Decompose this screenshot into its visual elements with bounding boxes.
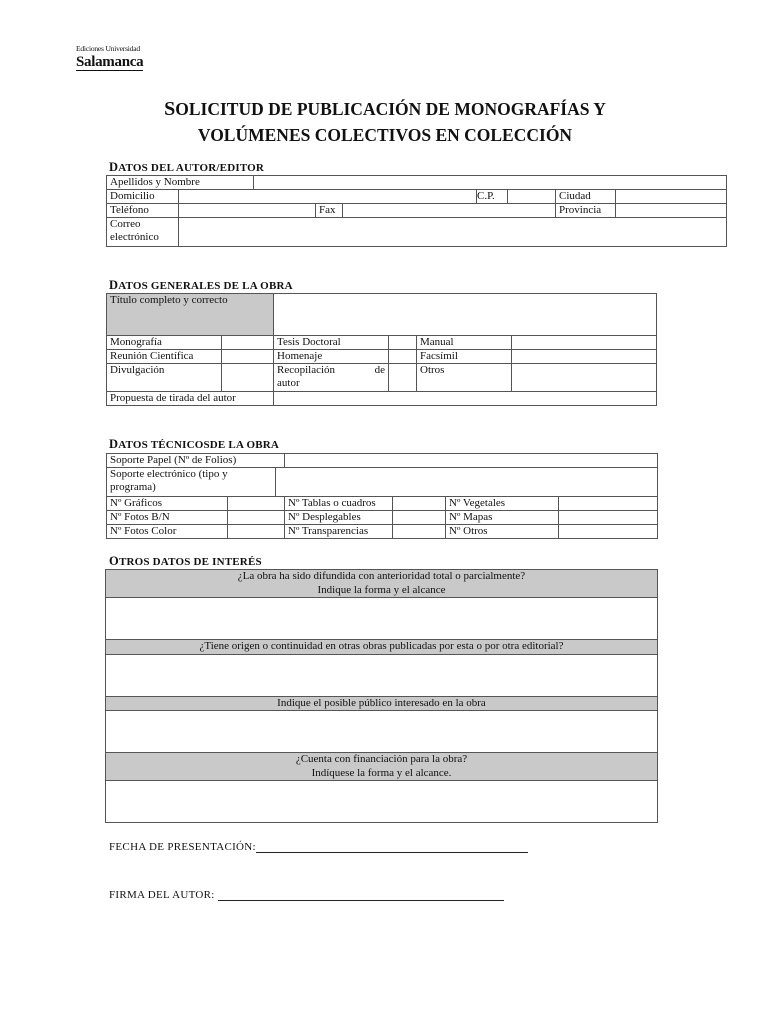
label-mapas: Nº Mapas: [446, 511, 559, 525]
input-tec-otros[interactable]: [559, 525, 658, 539]
label-fotos-bn: Nº Fotos B/N: [107, 511, 228, 525]
label-apellidos: Apellidos y Nombre: [107, 176, 254, 190]
input-tirada[interactable]: [274, 392, 657, 406]
label-divulgacion: Divulgación: [107, 364, 222, 392]
tecnicos-table: [106, 453, 658, 539]
input-correo[interactable]: [179, 218, 727, 247]
heading-initial: D: [109, 278, 119, 292]
logo-main-text: Salamanca: [76, 54, 144, 70]
input-titulo[interactable]: [274, 294, 657, 336]
question-difundida-line1: ¿La obra ha sido difundida con anterioridad total o parcialmente?: [237, 570, 526, 582]
heading-rest: ATOS GENERALES DE LA OBRA: [118, 280, 293, 292]
question-continuidad: ¿Tiene origen o continuidad en otras obras publicadas por esta o por otra editorial?: [106, 640, 658, 655]
label-monografia: Monografía: [107, 336, 222, 350]
label-facsimil: Facsímil: [417, 350, 512, 364]
answer-financiacion[interactable]: [106, 781, 658, 823]
input-graficos[interactable]: [228, 497, 285, 511]
input-fotos-bn[interactable]: [228, 511, 285, 525]
question-financiacion: [106, 753, 658, 781]
label-manual: Manual: [417, 336, 512, 350]
document-title-line2: VOLÚMENES COLECTIVOS EN COLECCIÓN: [197, 125, 573, 145]
label-provincia: Provincia: [556, 204, 616, 218]
question-difundida-line2: Indique la forma y el alcance: [317, 583, 446, 596]
label-fotos-color: Nº Fotos Color: [107, 525, 228, 539]
fecha-presentacion: [109, 840, 528, 853]
label-fecha: FECHA DE PRESENTACIÓN:: [109, 841, 256, 853]
input-fax[interactable]: [343, 204, 556, 218]
input-fotos-color[interactable]: [228, 525, 285, 539]
label-telefono: Teléfono: [107, 204, 179, 218]
obra-table: [106, 293, 657, 406]
check-facsimil[interactable]: [512, 350, 657, 364]
answer-publico[interactable]: [106, 711, 658, 753]
section-heading-autor: [109, 160, 264, 175]
label-titulo: Título completo y correcto: [107, 294, 274, 336]
logo-top-text: Ediciones Universidad: [76, 44, 140, 53]
check-otros[interactable]: [512, 364, 657, 392]
label-transparencias: Nº Transparencias: [285, 525, 393, 539]
label-correo: Correo electrónico: [107, 218, 179, 247]
check-monografia[interactable]: [222, 336, 274, 350]
check-manual[interactable]: [512, 336, 657, 350]
label-tec-otros: Nº Otros: [446, 525, 559, 539]
publisher-logo: [76, 44, 144, 71]
heading-rest: TROS DATOS DE INTERÉS: [118, 556, 262, 568]
input-domicilio[interactable]: [179, 190, 477, 204]
input-desplegables[interactable]: [393, 511, 446, 525]
label-recopilacion-a: Recopilación: [277, 364, 336, 376]
section-heading-obra: [109, 278, 293, 293]
label-otros: Otros: [417, 364, 512, 392]
input-firma[interactable]: [218, 888, 504, 901]
input-electronico[interactable]: [276, 468, 658, 497]
title-initial: S: [164, 98, 176, 120]
document-title-line1: [0, 96, 770, 122]
question-difundida: [106, 570, 658, 598]
label-desplegables: Nº Desplegables: [285, 511, 393, 525]
heading-initial: O: [109, 554, 119, 568]
input-mapas[interactable]: [559, 511, 658, 525]
input-cp-row[interactable]: [477, 190, 556, 204]
label-electronico: Soporte electrónico (tipo y programa): [107, 468, 276, 497]
label-cp: C.P.: [477, 190, 508, 203]
label-domicilio: Domicilio: [107, 190, 179, 204]
question-publico: Indique el posible público interesado en la obra: [106, 696, 658, 711]
label-tirada: Propuesta de tirada del autor: [107, 392, 274, 406]
title-rest: OLICITUD DE PUBLICACIÓN DE MONOGRAFÍAS Y: [175, 99, 606, 119]
label-tesis: Tesis Doctoral: [274, 336, 389, 350]
section-heading-tecnicos: [109, 437, 279, 452]
firma-autor: [109, 888, 504, 901]
check-divulgacion[interactable]: [222, 364, 274, 392]
label-recopilacion-c: autor: [277, 377, 300, 389]
input-transparencias[interactable]: [393, 525, 446, 539]
label-recopilacion: [274, 364, 389, 392]
label-papel: Soporte Papel (Nº de Folios): [107, 454, 285, 468]
label-vegetales: Nº Vegetales: [446, 497, 559, 511]
check-tesis[interactable]: [389, 336, 417, 350]
label-ciudad: Ciudad: [556, 190, 616, 204]
heading-initial: D: [109, 437, 119, 451]
check-recopilacion[interactable]: [389, 364, 417, 392]
question-financiacion-line2: Indíquese la forma y el alcance.: [311, 766, 452, 779]
label-graficos: Nº Gráficos: [107, 497, 228, 511]
input-apellidos[interactable]: [254, 176, 727, 190]
label-firma: FIRMA DEL AUTOR:: [109, 889, 218, 901]
autor-table: [106, 175, 727, 247]
answer-difundida[interactable]: [106, 598, 658, 640]
check-homenaje[interactable]: [389, 350, 417, 364]
answer-continuidad[interactable]: [106, 654, 658, 696]
heading-rest: ATOS DEL AUTOR/EDITOR: [118, 162, 265, 174]
input-ciudad[interactable]: [616, 190, 727, 204]
label-reunion: Reunión Científica: [107, 350, 222, 364]
label-recopilacion-b: de: [374, 364, 386, 376]
input-fecha[interactable]: [256, 840, 528, 853]
label-homenaje: Homenaje: [274, 350, 389, 364]
heading-initial: D: [109, 160, 119, 174]
interes-table: [105, 569, 658, 823]
input-telefono[interactable]: [179, 204, 316, 218]
input-tablas[interactable]: [393, 497, 446, 511]
check-reunion[interactable]: [222, 350, 274, 364]
heading-rest: ATOS TÉCNICOSDE LA OBRA: [118, 439, 280, 451]
input-papel[interactable]: [285, 454, 658, 468]
input-vegetales[interactable]: [559, 497, 658, 511]
input-provincia[interactable]: [616, 204, 727, 218]
question-financiacion-line1: ¿Cuenta con financiación para la obra?: [295, 753, 468, 765]
label-fax: Fax: [316, 204, 343, 218]
label-tablas: Nº Tablas o cuadros: [285, 497, 393, 511]
section-heading-interes: [109, 554, 262, 569]
